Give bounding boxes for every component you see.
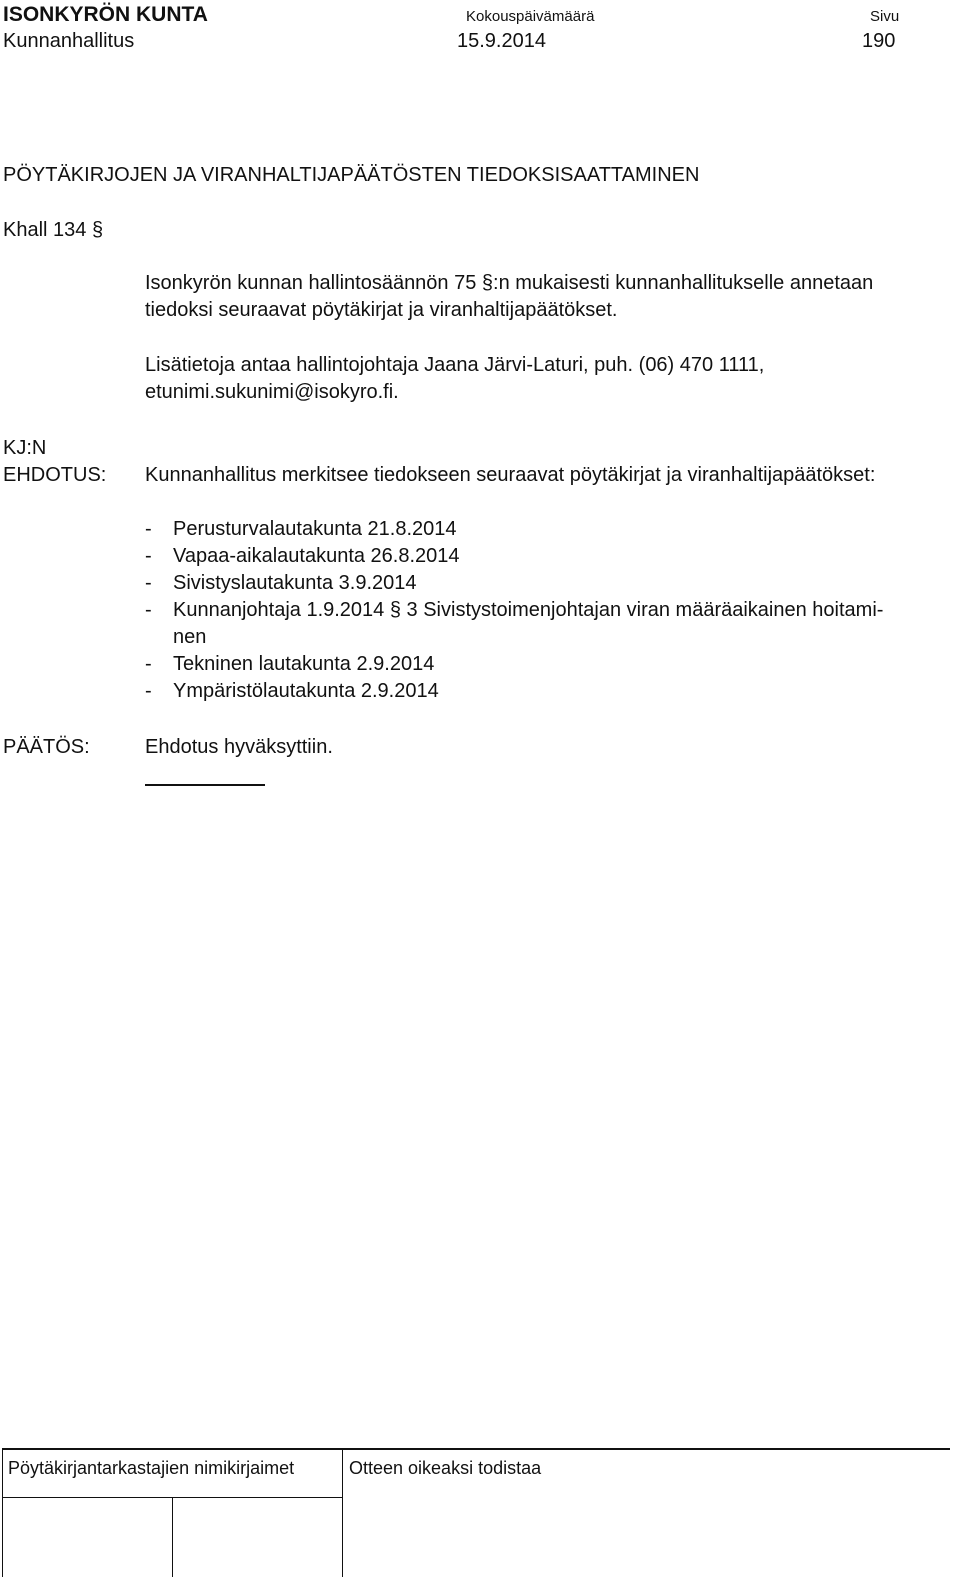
intro-paragraph: Isonkyrön kunnan hallintosäännön 75 §:n mukaisesti kunnanhallitukselle annetaan tiedoksi seuraavat pöytäkirjat ja viranhaltijapäätökset. [145, 272, 874, 321]
page-number: 190 [862, 30, 896, 52]
governing-body: Kunnanhallitus [3, 30, 135, 52]
list-item-text: Vapaa-aikalautakunta 26.8.2014 [173, 545, 460, 567]
meeting-date-label: Kokouspäivämäärä [466, 8, 595, 25]
list-item [145, 597, 955, 651]
list-dash: - [145, 572, 152, 594]
list-item-text: Ympäristölautakunta 2.9.2014 [173, 680, 439, 702]
proposal-label-line2: EHDOTUS: [3, 464, 107, 486]
signature-box-left-border [2, 1448, 3, 1577]
end-rule [145, 784, 265, 786]
list-item-text: Tekninen lautakunta 2.9.2014 [173, 653, 435, 675]
list-item [145, 678, 955, 705]
item-title: PÖYTÄKIRJOJEN JA VIRANHALTIJAPÄÄTÖSTEN TIEDOKSISAATTAMINEN [3, 164, 700, 186]
list-item-text: Sivistyslautakunta 3.9.2014 [173, 572, 417, 594]
certified-label: Otteen oikeaksi todistaa [349, 1458, 542, 1478]
organization-name: ISONKYRÖN KUNTA [3, 3, 208, 26]
page-label: Sivu [870, 8, 900, 25]
decision-text: Ehdotus hyväksyttiin. [145, 736, 333, 758]
list-dash: - [145, 545, 152, 567]
signature-box-cell-divider [172, 1497, 173, 1577]
minutes-list [145, 516, 955, 705]
signatures-label: Pöytäkirjantarkastajien nimikirjaimet [8, 1458, 295, 1478]
list-item-text: Kunnanjohtaja 1.9.2014 § 3 Sivistystoimenjohtajan viran määräaikainen hoitami- nen [173, 599, 884, 648]
list-item-text: Perusturvalautakunta 21.8.2014 [173, 518, 457, 540]
decision-label: PÄÄTÖS: [3, 736, 90, 758]
list-item [145, 651, 955, 678]
list-item [145, 543, 955, 570]
contact-info-paragraph: Lisätietoja antaa hallintojohtaja Jaana Järvi-Laturi, puh. (06) 470 1111, etunimi.sukunimi@isokyro.fi. [145, 354, 765, 403]
list-item [145, 570, 955, 597]
list-dash: - [145, 653, 152, 675]
proposal-label-line1: KJ:N [3, 437, 47, 459]
list-item [145, 516, 955, 543]
list-dash: - [145, 680, 152, 702]
signature-box-divider [342, 1448, 343, 1577]
section-number: Khall 134 § [3, 219, 104, 241]
meeting-date: 15.9.2014 [457, 30, 546, 52]
list-dash: - [145, 599, 152, 621]
list-dash: - [145, 518, 152, 540]
proposal-text: Kunnanhallitus merkitsee tiedokseen seuraavat pöytäkirjat ja viranhaltijapäätökset: [145, 464, 876, 486]
